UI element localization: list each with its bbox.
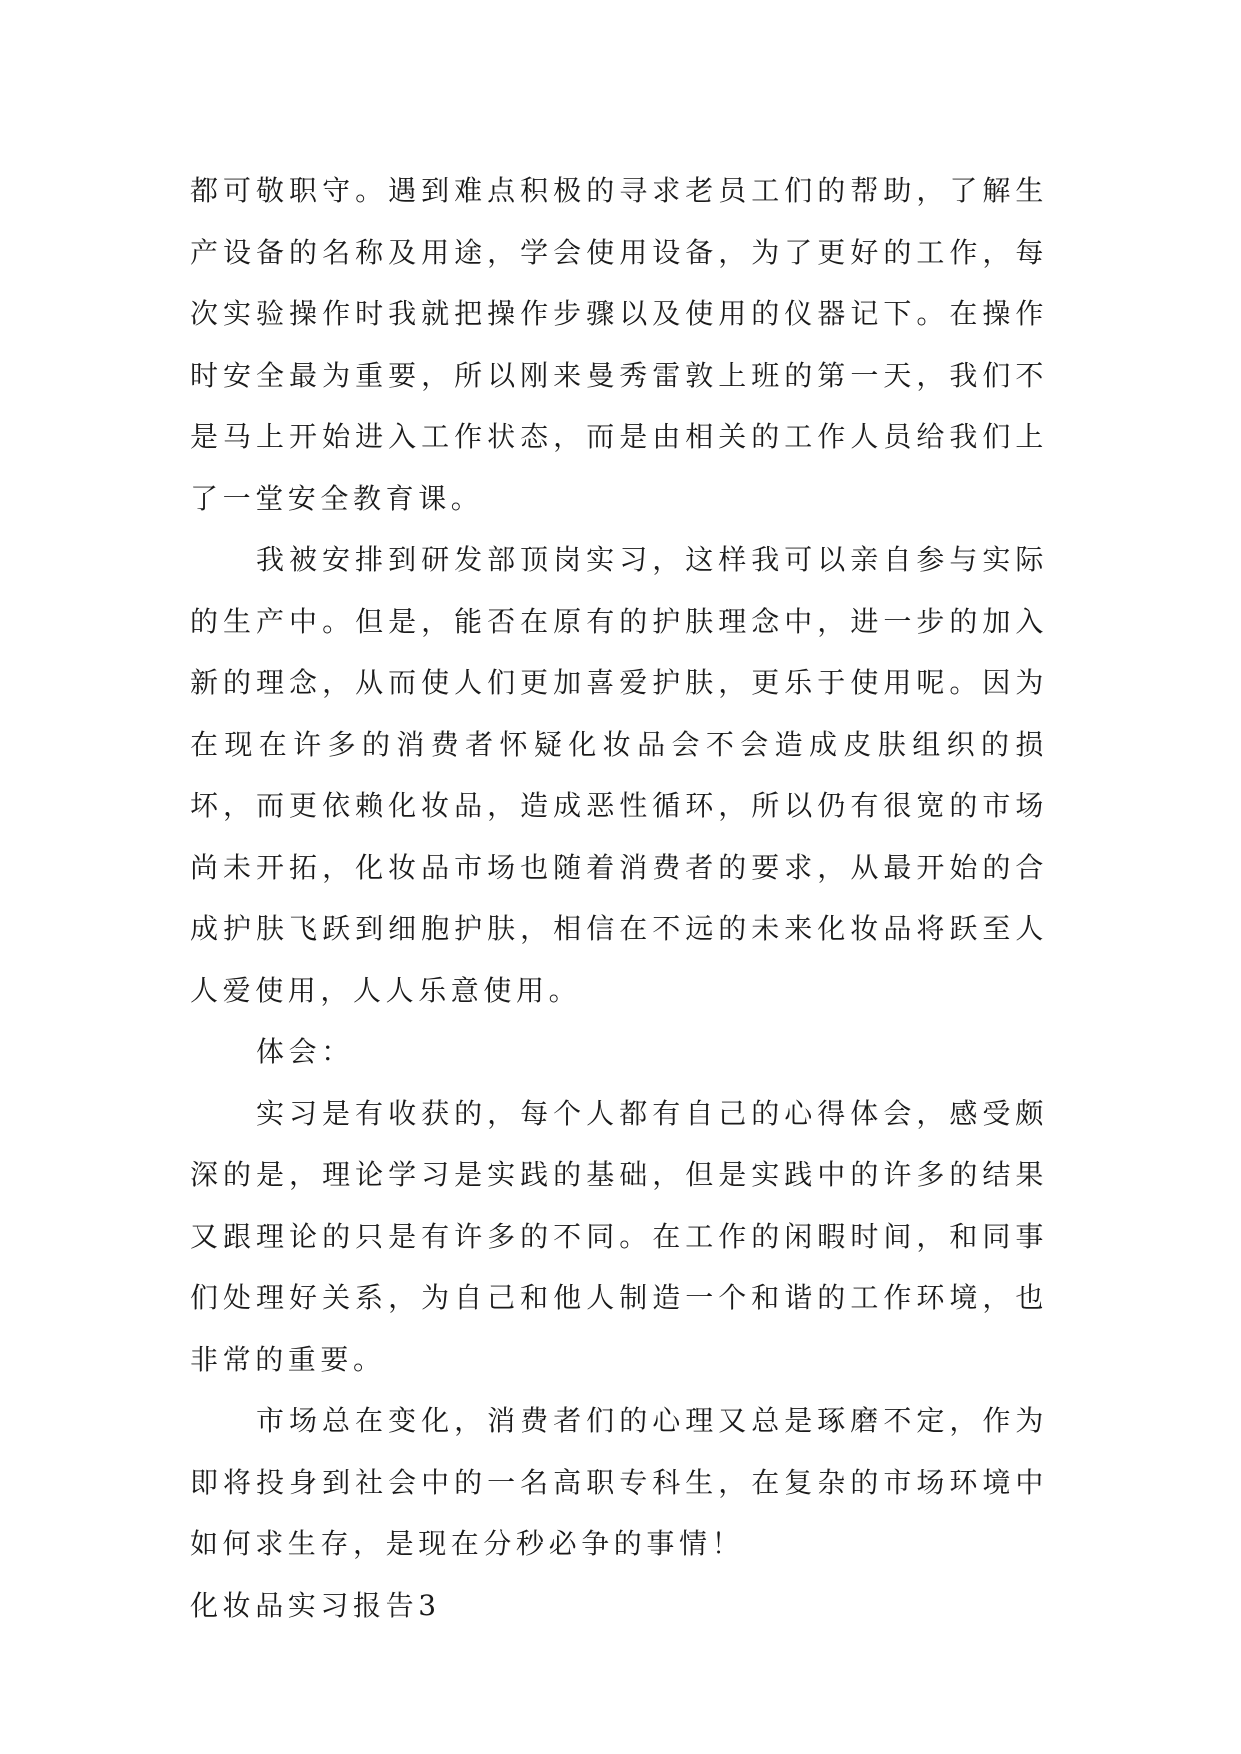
paragraph-3-label: 体会： — [256, 1035, 354, 1068]
document-body — [190, 160, 1048, 1636]
paragraph-1: 都可敬职守。遇到难点积极的寻求老员工们的帮助，了解生产设备的名称及用途，学会使用设备，为了更好的工作，每次实验操作时我就把操作步骤以及使用的仪器记下。在操作时安全最为重要，所以刚来曼秀雷敦上班的第一天，我们不是马上开始进入工作状态，而是由相关的工作人员给我们上了一堂安全教育课。 — [190, 174, 1048, 515]
paragraph-5: 市场总在变化，消费者们的心理又总是琢磨不定，作为即将投身到社会中的一名高职专科生，在复杂的市场环境中如何求生存，是现在分秒必争的事情！ — [190, 1404, 1048, 1560]
paragraph-4: 实习是有收获的，每个人都有自己的心得体会，感受颇深的是，理论学习是实践的基础，但是实践中的许多的结果又跟理论的只是有许多的不同。在工作的闲暇时间，和同事们处理好关系，为自己和他人制造一个和谐的工作环境，也非常的重要。 — [190, 1096, 1048, 1376]
paragraph-2: 我被安排到研发部顶岗实习，这样我可以亲自参与实际的生产中。但是，能否在原有的护肤理念中，进一步的加入新的理念，从而使人们更加喜爱护肤，更乐于使用呢。因为在现在许多的消费者怀疑化妆品会不会造成皮肤组织的损坏，而更依赖化妆品，造成恶性循环，所以仍有很宽的市场尚未开拓，化妆品市场也随着消费者的要求，从最开始的合成护肤飞跃到细胞护肤，相信在不远的未来化妆品将跃至人人爱使用，人人乐意使用。 — [190, 543, 1048, 1007]
section-heading: 化妆品实习报告3 — [190, 1588, 441, 1622]
